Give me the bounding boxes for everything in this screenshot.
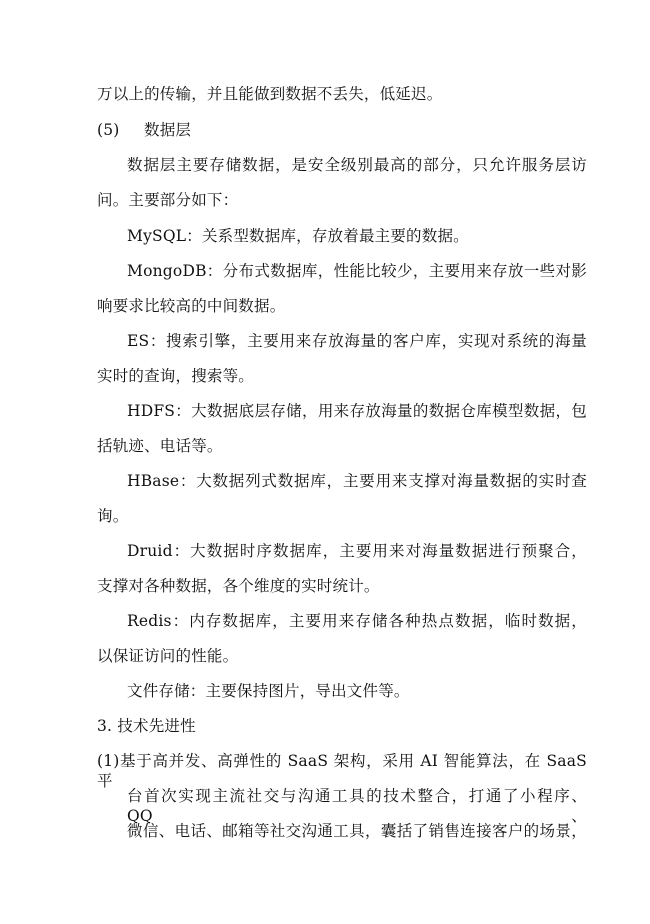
- paragraph-line: 响要求比较高的中间数据。: [97, 297, 286, 315]
- paragraph-line: 数据层主要存储数据，是安全级别最高的部分，只允许服务层访: [127, 156, 587, 174]
- paragraph-line: (1)基于高并发、高弹性的 SaaS 架构，采用 AI 智能算法，在 SaaS 平: [97, 752, 587, 790]
- paragraph-line: 询。: [97, 507, 129, 525]
- paragraph-line: 问。主要部分如下：: [97, 191, 239, 209]
- list-item-redis: Redis：内存数据库，主要用来存储各种热点数据，临时数据，: [127, 612, 587, 630]
- section-heading: 数据层: [144, 121, 192, 139]
- section-number: (5): [97, 121, 120, 139]
- section-heading: 3. 技术先进性: [97, 717, 196, 735]
- paragraph-line: 万以上的传输，并且能做到数据不丢失，低延迟。: [97, 85, 443, 103]
- list-item-file-storage: 文件存储：主要保持图片，导出文件等。: [127, 682, 410, 700]
- paragraph-line: 实时的查询，搜索等。: [97, 367, 255, 385]
- list-item-es: ES：搜索引擎，主要用来存放海量的客户库，实现对系统的海量: [127, 332, 587, 350]
- paragraph-line: 台首次实现主流社交与沟通工具的技术整合，打通了小程序、QQ、: [127, 787, 587, 825]
- list-item-mongodb: MongoDB：分布式数据库，性能比较少，主要用来存放一些对影: [127, 262, 587, 280]
- list-item-mysql: MySQL：关系型数据库，存放着最主要的数据。: [127, 227, 469, 245]
- paragraph-line: 括轨迹、电话等。: [97, 437, 223, 455]
- list-item-hbase: HBase：大数据列式数据库，主要用来支撑对海量数据的实时查: [127, 472, 587, 490]
- paragraph-line: 支撑对各种数据，各个维度的实时统计。: [97, 577, 380, 595]
- paragraph-line: 微信、电话、邮箱等社交沟通工具，囊括了销售连接客户的场景，: [127, 822, 587, 840]
- list-item-hdfs: HDFS：大数据底层存储，用来存放海量的数据仓库模型数据，包: [127, 402, 587, 420]
- paragraph-line: 以保证访问的性能。: [97, 647, 239, 665]
- list-item-druid: Druid：大数据时序数据库，主要用来对海量数据进行预聚合，: [127, 542, 587, 560]
